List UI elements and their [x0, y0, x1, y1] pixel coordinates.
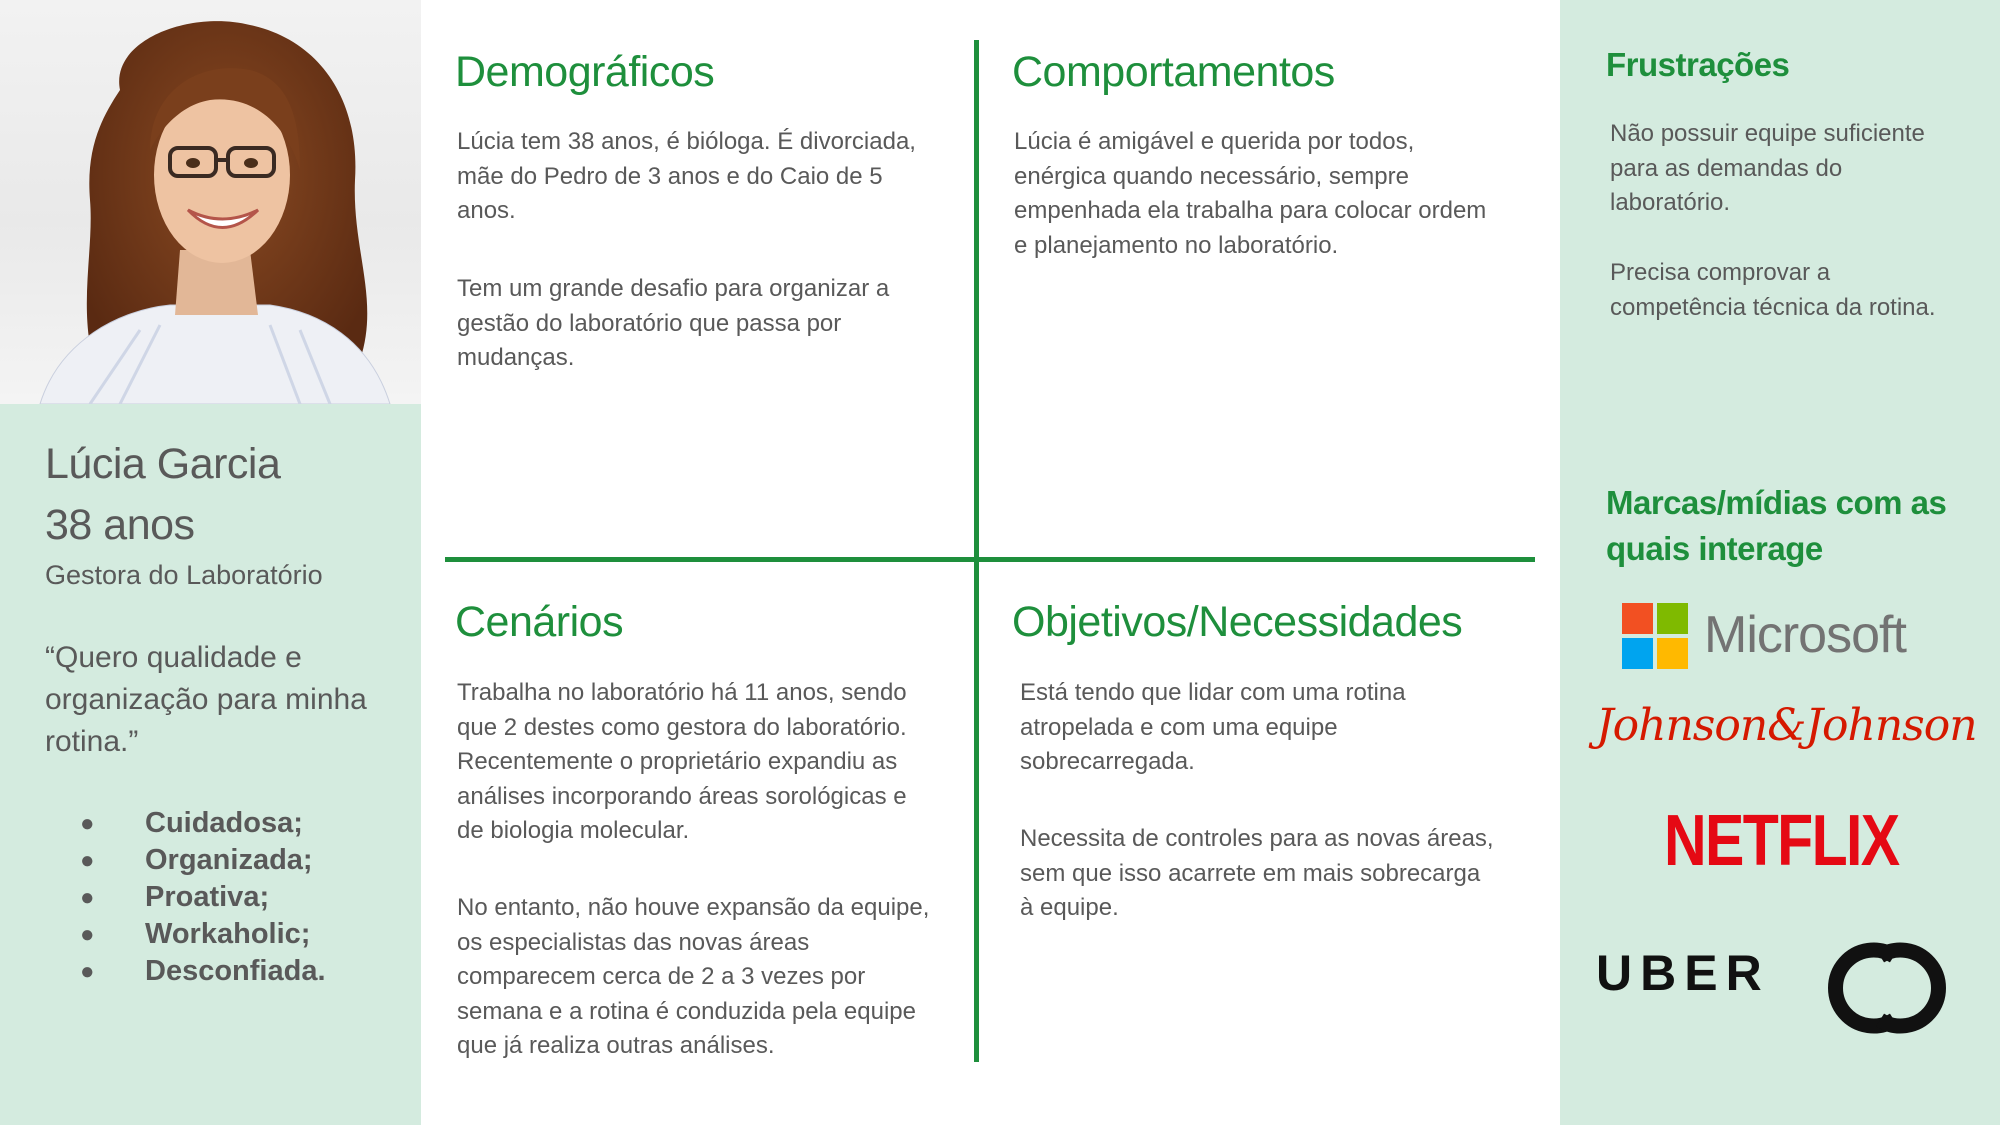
persona-quote: “Quero qualidade e organização para minha rotina.”: [45, 641, 367, 758]
bullet-icon: ●: [80, 810, 95, 837]
bullet-icon: ●: [80, 847, 95, 874]
trait-item: ● Workaholic;: [80, 916, 326, 953]
traits-list: [80, 805, 326, 990]
section-title-marcas: Marcas/mídias com as quais interage: [1606, 484, 1947, 567]
persona-role: Gestora do Laboratório: [45, 560, 323, 590]
microsoft-windows-icon: [1622, 603, 1688, 669]
bullet-icon: ●: [80, 958, 95, 985]
vertical-divider: [974, 40, 979, 1062]
frustracoes-paragraph-2: Precisa comprovar a competência técnica da rotina.: [1610, 259, 1936, 321]
trait-item: ● Proativa;: [80, 879, 326, 916]
section-title-objetivos: Objetivos/Necessidades: [1012, 598, 1463, 646]
section-title-cenarios: Cenários: [455, 598, 624, 646]
demograficos-paragraph-2: Tem um grande desafio para organizar a gestão do laboratório que passa por mudanças.: [457, 275, 890, 371]
demograficos-paragraph-1: Lúcia tem 38 anos, é bióloga. É divorciada, mãe do Pedro de 3 anos e do Caio de 5 anos.: [457, 128, 916, 224]
persona-age: 38 anos: [45, 501, 195, 549]
trait-item: ● Desconfiada.: [80, 953, 326, 990]
uber-logo: UBER: [1596, 945, 1770, 1001]
persona-panel: [0, 0, 421, 1125]
bullet-icon: ●: [80, 921, 95, 948]
netflix-logo: NETFLIX: [1664, 801, 1899, 881]
trait-item: ● Cuidadosa;: [80, 805, 326, 842]
microsoft-logo: [1622, 603, 1972, 671]
right-panel: [1560, 0, 2000, 1125]
comportamentos-paragraph-1: Lúcia é amigável e querida por todos, enérgica quando necessário, sempre empenhada ela trabalha para colocar ordem e planejamento no laboratório.: [1014, 128, 1487, 259]
section-title-comportamentos: Comportamentos: [1012, 48, 1335, 96]
microsoft-wordmark: Microsoft: [1704, 606, 1906, 664]
horizontal-divider: [445, 557, 1535, 562]
cenarios-paragraph-2: No entanto, não houve expansão da equipe, os especialistas das novas áreas comparecem cerca de 2 a 3 vezes por semana e a rotina é conduzida pela equipe que já realiza outras análises.: [457, 894, 930, 1059]
trait-item: ● Organizada;: [80, 842, 326, 879]
objetivos-paragraph-2: Necessita de controles para as novas áreas, sem que isso acarrete em mais sobrecarga à equipe.: [1020, 825, 1494, 921]
persona-name: Lúcia Garcia: [45, 440, 281, 488]
frustracoes-paragraph-1: Não possuir equipe suficiente para as demandas do laboratório.: [1610, 120, 1925, 216]
chanel-logo: [1822, 940, 1952, 1036]
persona-photo-illustration: [0, 0, 421, 404]
section-title-demograficos: Demográficos: [455, 48, 715, 96]
persona-photo: [0, 0, 421, 404]
objetivos-paragraph-1: Está tendo que lidar com uma rotina atropelada e com uma equipe sobrecarregada.: [1020, 679, 1406, 775]
cenarios-paragraph-1: Trabalha no laboratório há 11 anos, sendo que 2 destes como gestora do laboratório. Recentemente o proprietário expandiu as análises incorporando áreas sorológicas e de biologia molecular.: [457, 679, 907, 844]
johnson-johnson-logo: Johnson&Johnson: [1596, 700, 1977, 751]
bullet-icon: ●: [80, 884, 95, 911]
section-title-frustracoes: Frustrações: [1606, 46, 1790, 83]
